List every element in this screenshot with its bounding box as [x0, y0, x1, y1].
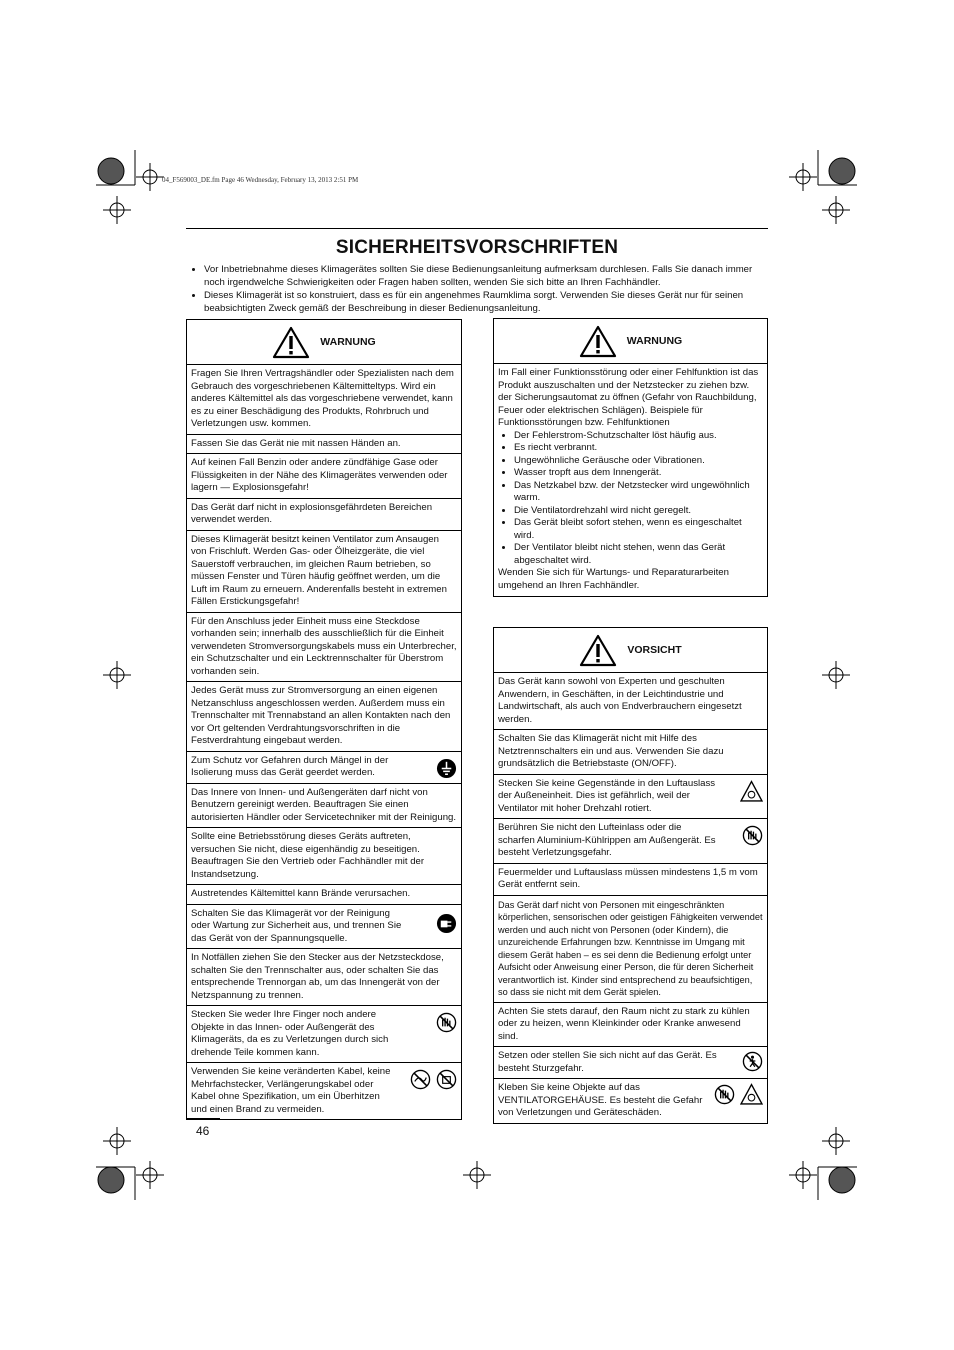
caution-item-text: Kleben Sie keine Objekte auf das VENTILATORGEHÄUSE. Es besteht die Gefahr von Verletzungen und Geräteschäden.: [498, 1082, 703, 1118]
intro-item: • Vor Inbetriebnahme dieses Klimagerätes sollten Sie diese Bedienungsanleitung aufmerksam durchlesen. Falls Sie danach immer noch irgendwelche Schwierigkeiten oder Fragen haben sollten, wenden Sie sich bitte an Ihren Fachhändler.: [204, 264, 770, 289]
file-info: 04_F569003_DE.fm Page 46 Wednesday, February 13, 2013 2:51 PM: [162, 176, 359, 184]
malfunction-item: • Die Ventilatordrehzahl wird nicht geregelt.: [514, 505, 763, 518]
warning-item-earth: [187, 752, 461, 784]
malfunction-item: • Der Ventilator bleibt nicht stehen, wenn das Gerät abgeschaltet wird.: [514, 542, 763, 567]
caution-item: Schalten Sie das Klimagerät nicht mit Hilfe des Netztrennschalters ein und aus. Verwenden Sie dazu grundsätzlich die Betriebstaste (ON/OFF).: [494, 730, 767, 775]
malfunction-item: • Das Gerät bleibt sofort stehen, wenn es eingeschaltet wird.: [514, 517, 763, 542]
caution-triangle-icon: [579, 634, 617, 667]
caution-item-text: Stecken Sie keine Gegenstände in den Luftauslass der Außeneinheit. Dies ist gefährlich, weil der Ventilator mit hoher Drehzahl rotiert.: [498, 777, 716, 814]
page-title: SICHERHEITSVORSCHRIFTEN: [335, 237, 619, 258]
unplug-icon: [436, 913, 457, 934]
caution-item-fins: [494, 819, 767, 864]
warning-item-unplug: [187, 905, 461, 950]
warning-label: WARNUNG: [626, 334, 683, 347]
caution-item: Das Gerät kann sowohl von Experten und geschulten Anwendern, in Geschäften, in der Leichtindustrie und Landwirtschaft, als auch von Endverbrauchern eingesetzt werden.: [494, 673, 767, 730]
caution-small-triangle-icon: [740, 1083, 763, 1106]
intro-list: [186, 264, 770, 316]
caution-item-text: Berühren Sie nicht den Lufteinlass oder die scharfen Aluminium-Kühlrippen am Außengerät. Es besteht Verletzungsgefahr.: [498, 822, 716, 858]
caution-item: Achten Sie stets darauf, den Raum nicht zu stark zu kühlen oder zu heizen, wenn Kleinkinder oder Kranke anwesend sind.: [494, 1003, 767, 1048]
warning-item: Jedes Gerät muss zur Stromversorgung an einen eigenen Netzanschluss angeschlossen werden. Außerdem muss ein Trennschalter mit Trennabstand an allen Kontakten nach den vor Ort geltenden Verdrahtungsvorschriften in die Festverdrahtung eingebaut werden.: [187, 682, 461, 752]
warning-header: [494, 319, 767, 364]
no-objects-icon: [714, 1084, 735, 1105]
warning-item: Das Gerät darf nicht in explosionsgefährdeten Bereichen verwendet werden.: [187, 499, 461, 531]
warning-box-right: [493, 318, 768, 597]
malfunction-outro: Wenden Sie sich für Wartungs- und Reparaturarbeiten umgehend an Ihren Fachhändler.: [498, 567, 729, 591]
warning-item-fingers: [187, 1006, 461, 1063]
warning-triangle-icon: [272, 326, 310, 359]
intro-item: • Dieses Klimagerät ist so konstruiert, dass es für ein angenehmes Raumklima sorgt. Verwenden Sie dieses Gerät nur für seinen beabsichtigten Zweck gemäß der Beschreibung in dieser Bedienungsanleitung.: [204, 290, 770, 315]
warning-item-text: Stecken Sie weder Ihre Finger noch andere Objekte in das Innen- oder Außengerät des Klimageräts, da es zu Verletzungen durch sich drehende Teile kommen kann.: [191, 1009, 389, 1058]
caution-item: Feuermelder und Luftauslass müssen mindestens 1,5 m vom Gerät entfernt sein.: [494, 864, 767, 896]
warning-label: WARNUNG: [320, 335, 376, 348]
malfunction-item: • Das Netzkabel bzw. der Netzstecker wird ungewöhnlich warm.: [514, 480, 763, 505]
caution-label: VORSICHT: [627, 643, 682, 656]
warning-item: Für den Anschluss jeder Einheit muss eine Steckdose vorhanden sein; innerhalb des ausschließlich für die Einheit verwendeten Stromversorgungskabels muss ein Unterbrecher, ein Schutzschalter und ein Lecktrennschalter für Überstrom vorhanden sein.: [187, 613, 461, 683]
warning-item-cables: [187, 1063, 461, 1119]
no-touch-icon: [742, 825, 763, 846]
malfunction-item: • Ungewöhnliche Geräusche oder Vibrationen.: [514, 455, 763, 468]
caution-item-outlet: [494, 775, 767, 820]
page-number: 46: [196, 1124, 210, 1138]
warning-item-text: Schalten Sie das Klimagerät vor der Reinigung oder Wartung zur Sicherheit aus, und trennen Sie das Gerät von der Spannungsquelle.: [191, 907, 402, 944]
warning-item-text: Verwenden Sie keine veränderten Kabel, keine Mehrfachstecker, Verlängerungskabel oder Kabel ohne Spezifikation, um ein Überhitzen und einen Brand zu vermeiden.: [191, 1066, 391, 1115]
warning-item: Fragen Sie Ihren Vertragshändler oder Spezialisten nach dem Gebrauch des vorgeschriebenen Kältemitteltyps. Wird ein anderes Kältemittel als das vorgeschriebene verwendet, kann es zu einer Beschädigung des Produkts, Rohrbruch und Verletzungen usw. kommen.: [187, 365, 461, 435]
malfunction-intro: Im Fall einer Funktionsstörung oder einer Fehlfunktion ist das Produkt auszuschalten und der Netzstecker zu ziehen bzw. der Sicherungsautomat zu öffnen (Gefahr von Rauchbildung, Feuer oder elektrischen Schlägen). Beispiele für Funktionsstörungen bzw. Fehlfunktionen: [498, 367, 759, 428]
warning-header: [187, 320, 461, 365]
warning-triangle-icon: [579, 325, 617, 358]
no-fingers-icon: [436, 1012, 457, 1033]
warning-item: Fassen Sie das Gerät nie mit nassen Händen an.: [187, 435, 461, 455]
caution-box: [493, 627, 768, 1124]
no-standing-icon: [742, 1051, 763, 1072]
caution-item-stand: [494, 1047, 767, 1079]
caution-item-fanhousing: [494, 1079, 767, 1123]
warning-item: Dieses Klimagerät besitzt keinen Ventilator zum Ansaugen von Frischluft. Werden Gas- oder Ölheizgeräte, die viel Sauerstoff verbrauchen, im gleichen Raum betrieben, so müssen Fenster und Türen häufig geöffnet werden, um die Luft im Raum zu erneuern. Anderenfalls besteht in extremen Fällen Erstickungsgefahr!: [187, 531, 461, 613]
malfunction-item: • Es riecht verbrannt.: [514, 442, 763, 455]
malfunction-item: • Der Fehlerstrom-Schutzschalter löst häufig aus.: [514, 430, 763, 443]
no-modified-cable-icon: [410, 1069, 431, 1090]
caution-item-text: Setzen oder stellen Sie sich nicht auf das Gerät. Es besteht Sturzgefahr.: [498, 1050, 717, 1074]
no-multi-plug-icon: [436, 1069, 457, 1090]
caution-item: Das Gerät darf nicht von Personen mit eingeschränkten körperlichen, sensorischen oder geistigen Fähigkeiten verwendet werden und auch nicht von Personen (oder Kindern), die unzureichende Erfahrungen bzw. Kenntnisse im Umgang mit diesem Gerät haben – es sei denn die Bedienung erfolgt unter Aufsicht oder Anweisung einer Person, die für deren Sicherheit verantwortlich ist. Kinder sind entsprechend zu beaufsichtigen, so dass sie nicht mit dem Gerät spielen.: [494, 896, 767, 1003]
malfunction-item: • Wasser tropft aus dem Innengerät.: [514, 467, 763, 480]
warning-item: Auf keinen Fall Benzin oder andere zündfähige Gase oder Flüssigkeiten in der Nähe des Klimagerätes verwenden oder lagern — Explosionsgefahr!: [187, 454, 461, 499]
malfunction-section: [494, 364, 767, 596]
warning-item: In Notfällen ziehen Sie den Stecker aus der Netzsteckdose, schalten Sie den Trennschalter aus, oder schalten Sie das entsprechende Trennorgan ab, um das Innengerät von der Netzspannung zu trennen.: [187, 949, 461, 1006]
warning-item-text: Zum Schutz vor Gefahren durch Mängel in der Isolierung muss das Gerät geerdet werden.: [191, 754, 389, 778]
ground-icon: [436, 758, 457, 779]
warning-item: Sollte eine Betriebsstörung dieses Geräts auftreten, versuchen Sie nicht, diese eigenhändig zu beseitigen. Beauftragen Sie den Vertrieb oder Fachhändler mit der Instandsetzung.: [187, 828, 461, 885]
caution-header: [494, 628, 767, 673]
caution-small-triangle-icon: [740, 780, 763, 803]
warning-item: Das Innere von Innen- und Außengeräten darf nicht von Benutzern gereinigt werden. Beauftragen Sie einen autorisierten Händler oder Servicetechniker mit der Reinigung.: [187, 784, 461, 829]
warning-box-left: [186, 319, 462, 1120]
footer-rule: [186, 1118, 220, 1120]
warning-item: Austretendes Kältemittel kann Brände verursachen.: [187, 885, 461, 905]
top-rule: [186, 228, 768, 229]
